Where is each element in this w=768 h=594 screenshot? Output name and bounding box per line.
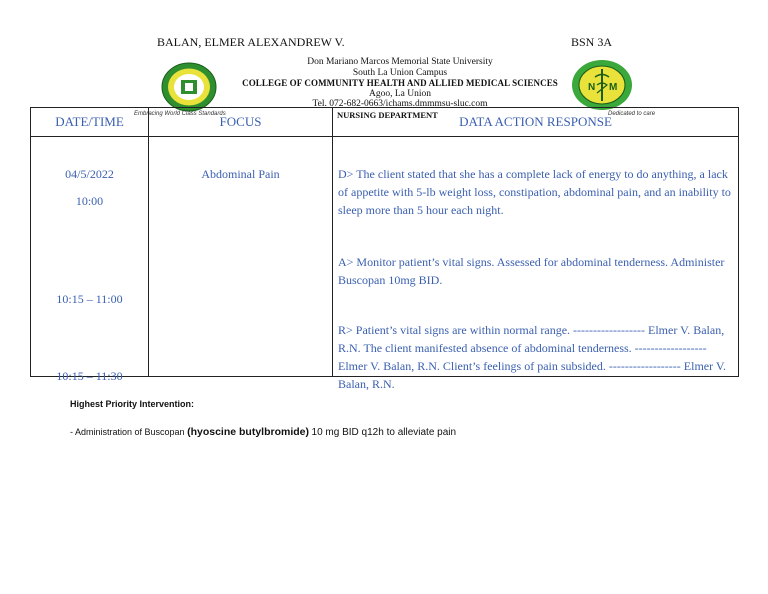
contact-info: Tel. 072-682-0663/ichams.dmmmsu-sluc.com (312, 99, 488, 109)
university-name: Don Mariano Marcos Memorial State University (307, 57, 493, 67)
university-header (240, 57, 560, 110)
priority-intervention (70, 426, 456, 438)
priority-suffix: 10 mg BID q12h to alleviate pain (311, 427, 457, 438)
priority-drug: (hyoscine butylbromide) (187, 426, 310, 438)
dar-cell (333, 137, 739, 391)
department-label: NURSING DEPARTMENT (337, 110, 438, 120)
focus-text: Abdominal Pain (201, 167, 280, 181)
priority-title: Highest Priority Intervention: (70, 399, 195, 409)
student-class: BSN 3A (571, 35, 613, 49)
focus-cell (149, 137, 333, 377)
priority-prefix: - Administration of Buscopan (70, 427, 185, 437)
svg-text:N: N (588, 82, 596, 93)
svg-text:M: M (609, 82, 618, 93)
column-header-dar: DATA ACTION RESPONSE (333, 108, 739, 137)
nursing-notes-table (30, 107, 739, 391)
college-name: COLLEGE OF COMMUNITY HEALTH AND ALLIED MEDICAL SCIENCES (242, 78, 558, 88)
column-header-focus: FOCUS (149, 108, 333, 137)
tagline-right: Dedicated to care (608, 111, 656, 117)
tagline-left: Embracing World Class Standards (134, 111, 226, 117)
student-name: BALAN, ELMER ALEXANDREW V. (157, 35, 345, 49)
data-entry: D> The client stated that she has a complete lack of energy to do anything, a lack of appetite with 5-lb weight loss, constipation, abdominal pain, and an inability to sleep more than 5 hour each night. (338, 167, 731, 217)
entry-date: 04/5/2022 (65, 167, 114, 181)
nursing-seal-icon (571, 59, 633, 111)
campus-name: South La Union Campus (352, 67, 448, 78)
datetime-cell (31, 137, 149, 383)
university-seal-icon (160, 62, 218, 112)
table-row (31, 137, 739, 377)
entry-time-1: 10:00 (75, 194, 104, 208)
entry-time-2: 10:15 – 11:00 (56, 292, 123, 306)
entry-time-3: 10:15 – 11:30 (56, 369, 123, 383)
location: Agoo, La Union (368, 88, 431, 99)
column-header-datetime: DATE/TIME (31, 108, 149, 137)
action-entry: A> Monitor patient’s vital signs. Assessed for abdominal tenderness. Administer Buscopan 10mg BID. (338, 255, 725, 287)
response-entry: R> Patient’s vital signs are within normal range. ------------------ Elmer V. Balan, R.N. The client manifested absence of abdominal tenderness. ------------------ Elmer V. Balan, R.N. Client’s feelings of pain subsided. ------------------ Elmer V. Balan, R.N. (338, 323, 727, 391)
